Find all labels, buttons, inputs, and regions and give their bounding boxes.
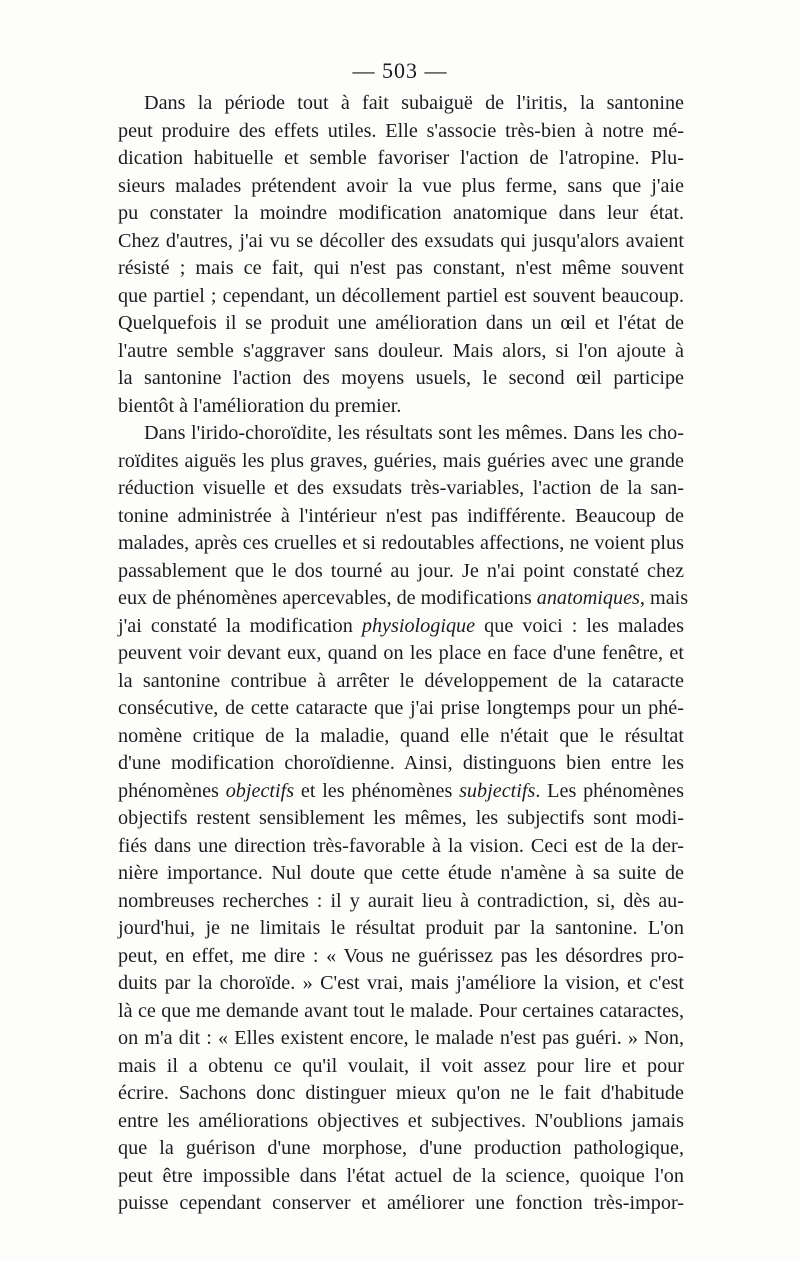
- italic-term: objectifs: [225, 779, 295, 802]
- text-line: fiés dans une direction très-favorable à la vision. Ceci est de la der-: [118, 834, 684, 857]
- text-run: que voici : les malades: [475, 614, 684, 637]
- text-line: dication habituelle et semble favoriser l'action de l'atropine. Plu-: [118, 147, 684, 169]
- text-line: jourd'hui, je ne limitais le résultat produit par la santonine. L'on: [118, 917, 684, 939]
- text-line: peuvent voir devant eux, quand on les place en face d'une fenêtre, et: [118, 642, 684, 664]
- italic-term: physiologique: [361, 614, 476, 637]
- text-line: mais il a obtenu ce qu'il voulait, il voit assez pour lire et pour: [118, 1054, 684, 1077]
- text-line: Chez d'autres, j'ai vu se décoller des exsudats qui jusqu'alors avaient: [118, 229, 684, 252]
- text-line: passablement que le dos tourné au jour. Je n'ai point constaté chez: [118, 559, 684, 582]
- text-line: la santonine l'action des moyens usuels, le second œil participe: [118, 367, 684, 389]
- text-line: [118, 585, 689, 613]
- page-number: — 503 —: [352, 58, 448, 83]
- text-line: puisse cependant conserver et améliorer une fonction très-impor-: [118, 1192, 684, 1214]
- text-line: tonine administrée à l'intérieur n'est pas indifférente. Beaucoup de: [118, 504, 684, 527]
- text-line: roïdites aiguës les plus graves, guéries, mais guéries avec une grande: [118, 449, 684, 472]
- text-line: Dans la période tout à fait subaiguë de l'iritis, la santonine: [144, 92, 684, 114]
- text-line: l'autre semble s'aggraver sans douleur. Mais alors, si l'on ajoute à: [118, 339, 684, 362]
- text-line: duits par la choroïde. » C'est vrai, mais j'améliore la vision, et c'est: [118, 972, 684, 994]
- text-line: entre les améliorations objectives et subjectives. N'oublions jamais: [118, 1109, 684, 1132]
- italic-term: subjectifs: [459, 779, 536, 802]
- text-run: . Les phénomènes: [535, 779, 684, 802]
- text-line: [118, 778, 684, 806]
- text-run: , mais: [639, 587, 689, 609]
- text-line: peut, en effet, me dire : « Vous ne guérissez pas les désordres pro-: [118, 944, 684, 967]
- text-run: eux de phénomènes apercevables, de modifications: [118, 587, 537, 609]
- text-line: bientôt à l'amélioration du premier.: [118, 394, 402, 417]
- text-line: nière importance. Nul doute que cette étude n'amène à sa suite de: [118, 862, 684, 884]
- text-line: nomène critique de la maladie, quand elle n'était que le résultat: [118, 724, 684, 747]
- text-line: peut produire des effets utiles. Elle s'associe très-bien à notre mé-: [118, 119, 684, 142]
- text-line: malades, après ces cruelles et si redoutables affections, ne voient plus: [118, 532, 684, 554]
- text-line: sieurs malades prétendent avoir la vue plus ferme, sans que j'aie: [118, 174, 684, 197]
- text-line: que partiel ; cependant, un décollement partiel est souvent beaucoup.: [118, 284, 684, 307]
- text-line: écrire. Sachons donc distinguer mieux qu'on ne le fait d'habitude: [118, 1082, 684, 1104]
- text-line: [118, 613, 684, 641]
- text-line: résisté ; mais ce fait, qui n'est pas constant, n'est même souvent: [118, 257, 684, 279]
- text-line: la santonine contribue à arrêter le développement de la cataracte: [118, 669, 684, 692]
- text-line: on m'a dit : « Elles existent encore, le malade n'est pas guéri. » Non,: [118, 1027, 684, 1049]
- text-line: là ce que me demande avant tout le malade. Pour certaines cataractes,: [118, 999, 684, 1022]
- text-run: j'ai constaté la modification: [118, 614, 362, 637]
- text-line: que la guérison d'une morphose, d'une production pathologique,: [118, 1137, 684, 1159]
- italic-term: anatomiques: [536, 587, 640, 609]
- text-line: peut être impossible dans l'état actuel de la science, quoique l'on: [118, 1164, 684, 1187]
- text-line: Quelquefois il se produit une amélioration dans un œil et l'état de: [118, 312, 684, 334]
- text-line: objectifs restent sensiblement les mêmes, les subjectifs sont modi-: [118, 807, 684, 829]
- text-run: phénomènes: [118, 779, 226, 802]
- text-line: nombreuses recherches : il y aurait lieu à contradiction, si, dès au-: [118, 889, 684, 912]
- text-line: Dans l'irido-choroïdite, les résultats sont les mêmes. Dans les cho-: [144, 422, 684, 444]
- text-line: pu constater la moindre modification anatomique dans leur état.: [118, 202, 684, 224]
- text-line: consécutive, de cette cataracte que j'ai prise longtemps pour un phé-: [118, 697, 684, 719]
- text-line: d'une modification choroïdienne. Ainsi, distinguons bien entre les: [118, 752, 684, 774]
- body-text: [118, 90, 689, 1218]
- text-line: réduction visuelle et des exsudats très-variables, l'action de la san-: [118, 477, 684, 499]
- text-run: et les phénomènes: [294, 779, 460, 802]
